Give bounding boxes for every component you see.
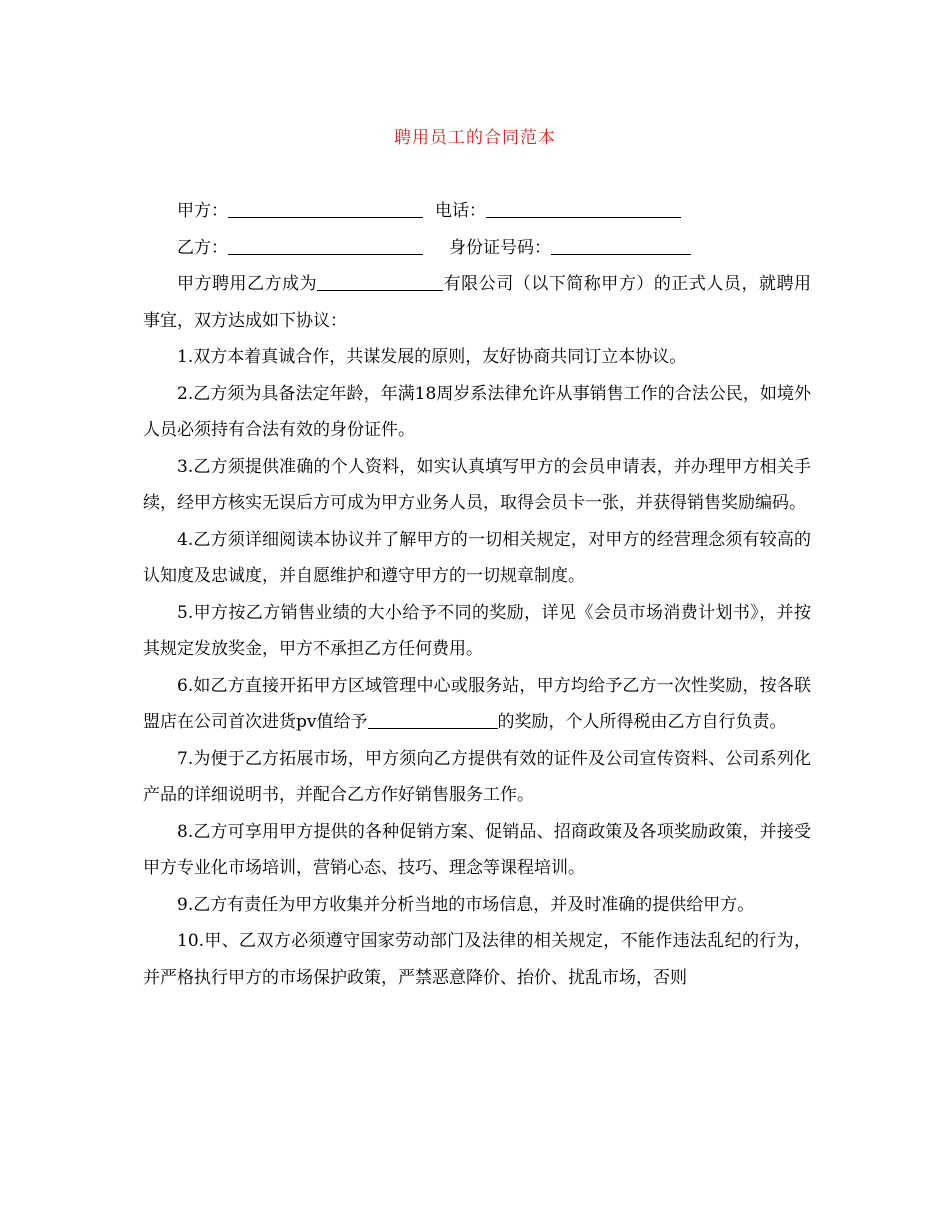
clause-2: 2.乙方须为具备法定年龄，年满18周岁系法律允许从事销售工作的合法公民，如境外人员必须持有合法有效的身份证件。 — [143, 383, 811, 440]
clause-6-suffix: 的奖励，个人所得税由乙方自行负责。 — [497, 712, 787, 732]
clause-7: 7.为便于乙方拓展市场，甲方须向乙方提供有效的证件及公司宣传资料、公司系列化产品的详细说明书，并配合乙方作好销售服务工作。 — [143, 748, 811, 805]
party-a-label: 甲方： — [177, 201, 228, 221]
clause-6-prefix: 6.如乙方直接开拓甲方区域管理中心或服务站，甲方均给予乙方一次性奖励，按各联盟店在公司首次进货pv值给予 — [143, 675, 811, 732]
id-blank[interactable] — [551, 237, 691, 255]
id-label: 身份证号码： — [449, 237, 551, 258]
document-body — [143, 193, 811, 996]
clause-10: 10.甲、乙双方必须遵守国家劳动部门及法律的相关规定，不能作违法乱纪的行为，并严格执行甲方的市场保护政策，严禁恶意降价、抬价、扰乱市场，否则 — [143, 931, 811, 988]
intro-suffix: 有限公司（以下简称甲方）的正式人员，就聘用事宜，双方达成如下协议： — [143, 274, 812, 331]
clause-9: 9.乙方有责任为甲方收集并分析当地的市场信息，并及时准确的提供给甲方。 — [177, 894, 755, 915]
party-b-blank[interactable] — [228, 237, 423, 255]
clause-1: 1.双方本着真诚合作，共谋发展的原则，友好协商共同订立本协议。 — [177, 347, 687, 367]
clause-5: 5.甲方按乙方销售业绩的大小给予不同的奖励，详见《会员市场消费计划书》，并按其规定发放奖金，甲方不承担乙方任何费用。 — [143, 602, 811, 659]
party-b-line — [143, 230, 811, 267]
party-b-label: 乙方： — [177, 237, 228, 258]
company-blank[interactable] — [317, 273, 443, 291]
intro-paragraph — [143, 266, 811, 339]
reward-blank[interactable] — [368, 711, 498, 729]
party-a-line — [143, 193, 811, 230]
clause-6 — [143, 668, 811, 741]
phone-label: 电话： — [435, 201, 486, 221]
clause-8: 8.乙方可享用甲方提供的各种促销方案、促销品、招商政策及各项奖励政策，并接受甲方专业化市场培训，营销心态、技巧、理念等课程培训。 — [143, 821, 811, 878]
intro-prefix: 甲方聘用乙方成为 — [177, 274, 318, 294]
party-a-blank[interactable] — [228, 200, 423, 218]
phone-blank[interactable] — [486, 200, 681, 218]
document-title: 聘用员工的合同范本 — [394, 128, 556, 148]
clause-4: 4.乙方须详细阅读本协议并了解甲方的一切相关规定，对甲方的经营理念须有较高的认知度及忠诚度，并自愿维护和遵守甲方的一切规章制度。 — [143, 529, 811, 586]
clause-3: 3.乙方须提供准确的个人资料，如实认真填写甲方的会员申请表，并办理甲方相关手续，经甲方核实无误后方可成为甲方业务人员，取得会员卡一张，并获得销售奖励编码。 — [143, 456, 811, 513]
